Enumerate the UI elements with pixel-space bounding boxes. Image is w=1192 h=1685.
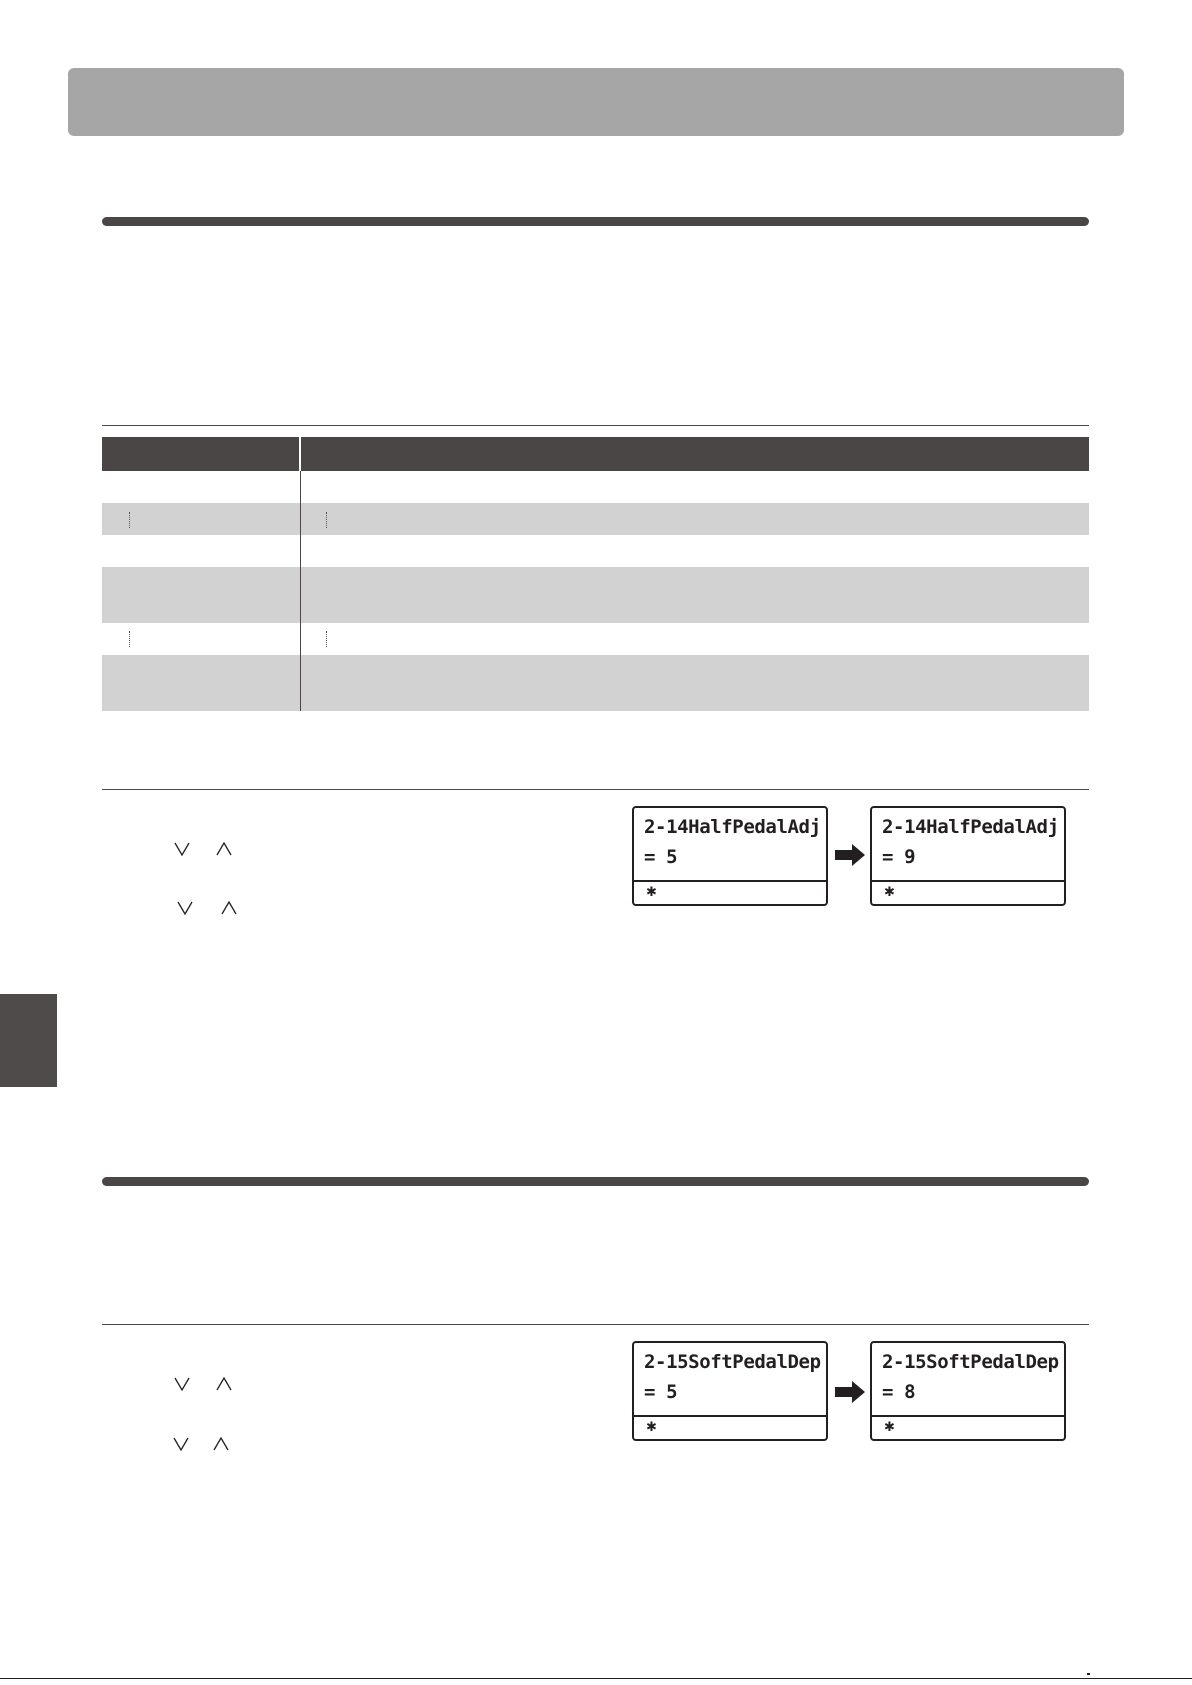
- footer-rule: [0, 1678, 1192, 1679]
- table-header-setting: [102, 437, 299, 471]
- table-row: [102, 535, 1089, 567]
- footer-mark: [1087, 1673, 1090, 1675]
- lcd-line-2: = 9: [882, 846, 916, 868]
- arrow-right-icon: [835, 1381, 865, 1403]
- bluetooth-icon: ✱: [646, 1420, 657, 1435]
- lcd-divider: [634, 880, 826, 882]
- lcd-line-1: 2-15SoftPedalDep: [644, 1351, 821, 1373]
- chevron-down-icon: [177, 901, 193, 915]
- table-column-divider: [300, 471, 301, 711]
- table-row: [102, 567, 1089, 623]
- lcd-line-2: = 8: [882, 1381, 916, 1403]
- ellipsis-dots: [326, 631, 327, 647]
- lcd-line-2: = 5: [644, 1381, 678, 1403]
- arrow-right-icon: [835, 844, 865, 866]
- operation-top-rule: [102, 789, 1089, 790]
- chevron-up-icon: [221, 901, 237, 915]
- lcd-divider: [634, 1415, 826, 1417]
- lcd-display-before: [632, 1341, 828, 1441]
- lcd-divider: [872, 880, 1064, 882]
- chevron-down-icon: [173, 1437, 189, 1451]
- lcd-line-1: 2-14HalfPedalAdj: [644, 816, 821, 838]
- ellipsis-dots: [129, 512, 130, 528]
- operation-top-rule: [102, 1324, 1089, 1325]
- bluetooth-icon: ✱: [884, 1420, 895, 1435]
- table-row: [102, 655, 1089, 711]
- section-heading-rule-soft-pedal: [102, 1177, 1089, 1186]
- ellipsis-dots: [326, 512, 327, 528]
- table-row: [102, 623, 1089, 655]
- section-heading-rule-half-pedal: [102, 217, 1089, 226]
- table-row: [102, 503, 1089, 535]
- table-header-description: [301, 437, 1089, 471]
- page-header-bar: [68, 68, 1124, 136]
- lcd-divider: [872, 1415, 1064, 1417]
- table-top-rule: [102, 425, 1089, 426]
- lcd-display-after: [870, 1341, 1066, 1441]
- lcd-display-after: [870, 806, 1066, 906]
- lcd-display-before: [632, 806, 828, 906]
- chevron-up-icon: [213, 1437, 229, 1451]
- lcd-line-1: 2-15SoftPedalDep: [882, 1351, 1059, 1373]
- chevron-up-icon: [216, 842, 232, 856]
- bluetooth-icon: ✱: [646, 885, 657, 900]
- chapter-side-tab: [0, 994, 57, 1087]
- settings-table: [102, 437, 1089, 471]
- chevron-up-icon: [216, 1377, 232, 1391]
- lcd-line-1: 2-14HalfPedalAdj: [882, 816, 1059, 838]
- table-row: [102, 471, 1089, 503]
- lcd-line-2: = 5: [644, 846, 678, 868]
- chevron-down-icon: [174, 1377, 190, 1391]
- chevron-down-icon: [174, 842, 190, 856]
- ellipsis-dots: [129, 631, 130, 647]
- bluetooth-icon: ✱: [884, 885, 895, 900]
